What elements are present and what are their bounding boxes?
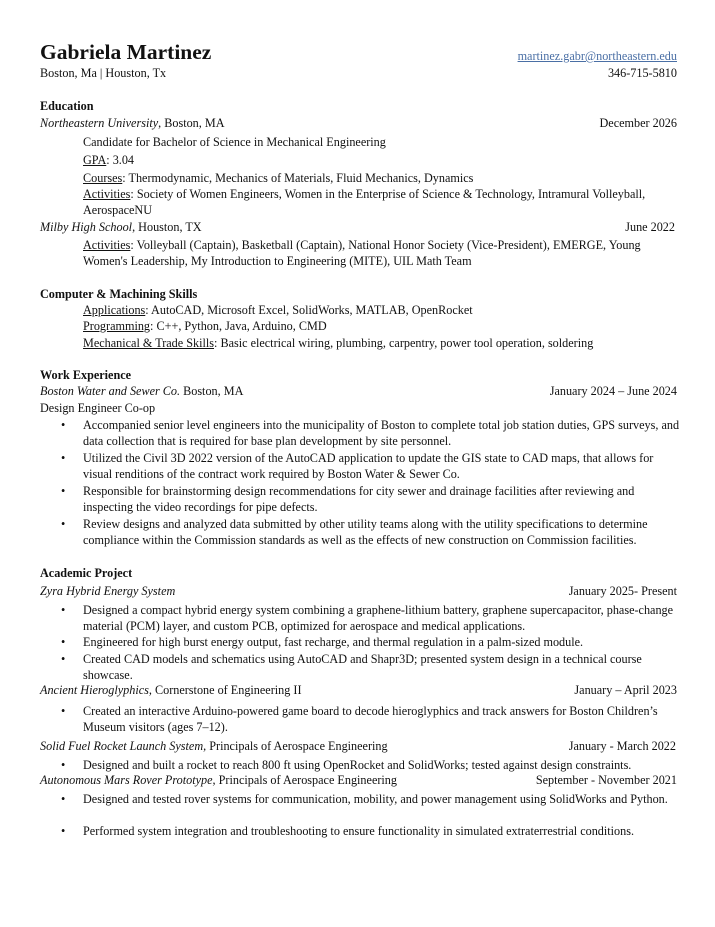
work-bullet: Review designs and analyzed data submitted by other utility teams along with the utility specifications to determine compliance within the Commission standards as well as the effects of new construction on Commission facilities. (83, 517, 648, 548)
section-heading-work: Work Experience (40, 368, 132, 382)
section-heading-education: Education (40, 99, 94, 113)
project-name-4: Autonomous Mars Rover Prototype, (40, 773, 216, 787)
project-course-4: Principals of Aerospace Engineering (215, 773, 397, 787)
project-line-3 (40, 739, 388, 754)
work-date: January 2024 – June 2024 (549, 384, 677, 398)
bullet-dot: • (61, 758, 66, 772)
bullet-dot: • (61, 792, 66, 806)
bullet-dot: • (61, 635, 66, 649)
mech-value: : Basic electrical wiring, plumbing, carpentry, power tool operation, soldering (214, 336, 594, 350)
activities-value: : Society of Women Engineers, Women in the Enterprise of Science & Technology, Intramural Volleyball, AerospaceNU (83, 187, 646, 218)
activities-label: Activities (83, 187, 131, 201)
project-date-4: September - November 2021 (535, 773, 677, 787)
candidate-name: Gabriela Martinez (40, 40, 212, 64)
company-place: Boston, MA (180, 384, 244, 398)
work-bullet: Responsible for brainstorming design recommendations for city sewer and drainage facilities after reviewing and inspecting the video recordings for pipe defects. (83, 484, 635, 515)
degree: Candidate for Bachelor of Science in Mechanical Engineering (83, 135, 386, 149)
project-course-3: Principals of Aerospace Engineering (206, 739, 388, 753)
project-bullet: Created an interactive Arduino-powered game board to decode hieroglyphics and track answers for Boston Children’s Museum visitors (ages 7–12). (83, 704, 658, 735)
project-bullet: Designed and built a rocket to reach 800 ft using OpenRocket and SolidWorks; tested against design constraints. (83, 758, 632, 772)
school-line (40, 116, 225, 131)
work-bullet: Utilized the Civil 3D 2022 version of the AutoCAD application to update the GIS state to CAD maps, that allows for visual renditions of the contract work required by Boston Water & Sewer Co. (83, 451, 654, 482)
courses-label: Courses (83, 171, 123, 185)
project-bullet: Engineered for high burst energy output, fast recharge, and thermal regulation in a palm-sized module. (83, 635, 584, 649)
gpa-value: : 3.04 (106, 153, 135, 167)
prog-label: Programming (83, 319, 151, 333)
school-name: Northeastern University (40, 116, 159, 130)
location: Boston, Ma | Houston, Tx (40, 66, 167, 80)
project-line-2 (40, 683, 302, 698)
bullet-dot: • (61, 603, 66, 617)
school-line-2 (40, 220, 202, 235)
company-name: Boston Water and Sewer Co. (40, 384, 181, 398)
courses-line (83, 171, 473, 186)
project-name: Zyra Hybrid Energy System (40, 584, 176, 598)
skills-programming (83, 319, 327, 334)
project-date: January 2025- Present (568, 584, 677, 598)
mech-label: Mechanical & Trade Skills (83, 336, 215, 350)
work-bullet: Accompanied senior level engineers into the municipality of Boston to complete total job station duties, GPS surveys, and data collection that is required for base plan development by site personnel. (83, 418, 680, 449)
skills-mechanical (83, 336, 593, 351)
school-name-2: Milby High School (40, 220, 133, 234)
project-name-3: Solid Fuel Rocket Launch System, (40, 739, 207, 753)
school-date: December 2026 (599, 116, 677, 130)
activities-line (83, 186, 683, 219)
bullet-dot: • (61, 517, 66, 531)
project-bullet: Designed and tested rover systems for communication, mobility, and power management using SolidWorks and Python. (83, 792, 668, 806)
school-date-2: June 2022 (625, 220, 675, 234)
phone: 346-715-5810 (607, 66, 677, 80)
hs-activities-value: : Volleyball (Captain), Basketball (Captain), National Honor Society (Vice-President), EMERGE, Young Women's Leadership, My Introduction to Engineering (MITE), UIL Math Team (83, 238, 641, 269)
gpa-line (83, 153, 134, 168)
project-line-4 (40, 773, 397, 788)
school-place: , Boston, MA (158, 116, 225, 130)
job-title: Design Engineer Co-op (40, 401, 156, 415)
hs-activities-label: Activities (83, 238, 131, 252)
prog-value: : C++, Python, Java, Arduino, CMD (150, 319, 327, 333)
section-heading-academic: Academic Project (40, 566, 133, 580)
project-bullet: Designed a compact hybrid energy system combining a graphene-lithium battery, graphene supercapacitor, phase-change material (PCM) layer, and custom PCB, optimized for aerospace and medical applications. (83, 603, 674, 634)
bullet-dot: • (61, 451, 66, 465)
school-place-2: , Houston, TX (132, 220, 202, 234)
project-course-2: Cornerstone of Engineering II (151, 683, 302, 697)
project-date-3: January - March 2022 (568, 739, 676, 753)
project-name-2: Ancient Hieroglyphics, (40, 683, 152, 697)
section-heading-skills: Computer & Machining Skills (40, 287, 198, 301)
gpa-label: GPA (83, 153, 107, 167)
bullet-dot: • (61, 652, 66, 666)
bullet-dot: • (61, 418, 66, 432)
apps-label: Applications (83, 303, 146, 317)
bullet-dot: • (61, 704, 66, 718)
project-bullet: Created CAD models and schematics using AutoCAD and Shapr3D; presented system design in a technical course showcase. (83, 652, 642, 683)
project-date-2: January – April 2023 (574, 683, 677, 697)
project-bullet: Performed system integration and troubleshooting to ensure functionality in simulated extraterrestrial conditions. (83, 824, 635, 838)
company-line (40, 384, 243, 399)
email-link[interactable]: martinez.gabr@northeastern.edu (517, 49, 677, 63)
bullet-dot: • (61, 484, 66, 498)
hs-activities-line (83, 237, 683, 270)
apps-value: : AutoCAD, Microsoft Excel, SolidWorks, MATLAB, OpenRocket (145, 303, 473, 317)
courses-value: : Thermodynamic, Mechanics of Materials, Fluid Mechanics, Dynamics (122, 171, 474, 185)
skills-applications (83, 303, 473, 318)
bullet-dot: • (61, 824, 66, 838)
